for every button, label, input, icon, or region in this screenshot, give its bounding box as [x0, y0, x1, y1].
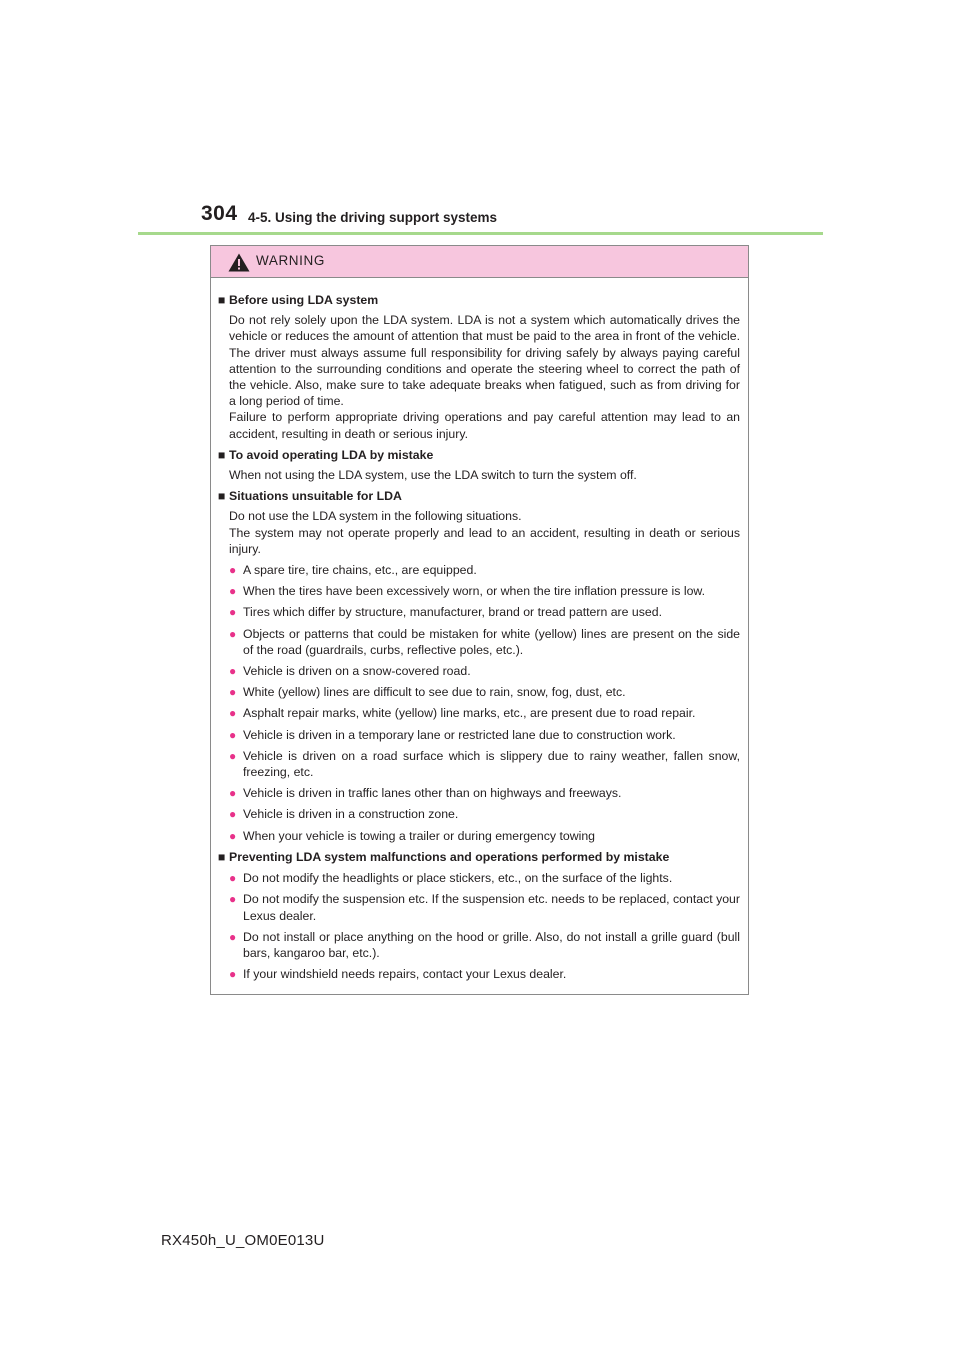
warning-header: [211, 246, 748, 278]
document-code: RX450h_U_OM0E013U: [161, 1232, 325, 1249]
warning-body: [211, 278, 748, 982]
section-heading-text: Preventing LDA system malfunctions and operations performed by mistake: [229, 849, 670, 864]
bullet-dot-icon: ●: [229, 563, 237, 578]
list-item: ● Vehicle is driven in traffic lanes other than on highways and freeways.: [229, 786, 622, 801]
paragraph: Do not rely solely upon the LDA system. LDA is not a system which automatically drives the vehicle or reduces the amount of attention that must be paid to the area in front of the vehicle. The driver must always assume full responsibility for driving safely by always paying careful attention to the surrounding conditions and operate the steering wheel to correct the path of the vehicle. Also, make sure to take adequate breaks when fatigued, such as from driving for a long period of time.: [229, 313, 740, 409]
bullet-dot-icon: ●: [229, 605, 237, 620]
warning-box: [210, 245, 749, 995]
section-heading: [218, 488, 740, 504]
bullet-dot-icon: ●: [229, 584, 237, 599]
list-item: ● When your vehicle is towing a trailer or during emergency towing: [229, 828, 595, 843]
bullet-dot-icon: ●: [229, 727, 237, 742]
bullet-dot-icon: ●: [229, 807, 237, 822]
paragraph: Do not use the LDA system in the following situations.: [229, 509, 522, 524]
list-item: ● A spare tire, tire chains, etc., are equipped.: [229, 563, 477, 578]
bullet-dot-icon: ●: [229, 748, 237, 763]
paragraph: Failure to perform appropriate driving operations and pay careful attention may lead to an accident, resulting in death or serious injury.: [229, 410, 740, 441]
page-header: [0, 0, 960, 240]
bullet-dot-icon: ●: [229, 892, 237, 907]
list-item: ● Do not modify the suspension etc. If the suspension etc. needs to be replaced, contact your Lexus dealer.: [229, 892, 740, 923]
list-item: ● Do not modify the headlights or place stickers, etc., on the surface of the lights.: [229, 871, 673, 886]
list-item: ● Vehicle is driven on a road surface which is slippery due to rainy weather, fallen snow, freezing, etc.: [229, 748, 740, 780]
section-heading: [218, 849, 740, 865]
bullet-dot-icon: ●: [229, 664, 237, 679]
list-item: ● Vehicle is driven on a snow-covered road.: [229, 664, 471, 679]
paragraph: When not using the LDA system, use the LDA switch to turn the system off.: [229, 468, 637, 483]
section-heading: [218, 447, 740, 463]
bullet-dot-icon: ●: [229, 929, 237, 944]
header-rule: [138, 232, 823, 235]
bullet-dot-icon: ●: [229, 786, 237, 801]
paragraph: The system may not operate properly and lead to an accident, resulting in death or serious injury.: [229, 525, 740, 556]
warning-section: [218, 447, 740, 483]
bullet-dot-icon: ●: [229, 828, 237, 843]
list-item: ● When the tires have been excessively worn, or when the tire inflation pressure is low.: [229, 584, 706, 599]
black-square-icon: ■: [218, 447, 226, 462]
list-item: ● Objects or patterns that could be mistaken for white (yellow) lines are present on the side of the road (guardrails, curbs, reflective poles, etc.).: [229, 626, 740, 657]
bullet-list: [218, 562, 740, 844]
list-item: ● White (yellow) lines are difficult to see due to rain, snow, fog, dust, etc.: [229, 685, 626, 700]
warning-section: [218, 488, 740, 844]
section-heading-text: Situations unsuitable for LDA: [229, 489, 402, 504]
warning-section: [218, 292, 740, 442]
black-square-icon: ■: [218, 489, 226, 504]
section-heading-text: Before using LDA system: [229, 293, 379, 307]
list-item: ● Vehicle is driven in a temporary lane or restricted lane due to construction work.: [229, 727, 676, 742]
list-item: ● Do not install or place anything on the hood or grille. Also, do not install a grille guard (bull bars, kangaroo bar, etc.).: [229, 929, 740, 960]
black-square-icon: ■: [218, 293, 226, 307]
list-item: ● Asphalt repair marks, white (yellow) line marks, etc., are present due to road repair.: [229, 706, 696, 721]
section-title: 4-5. Using the driving support systems: [248, 210, 498, 225]
bullet-list: [218, 870, 740, 982]
warning-label: WARNING: [256, 253, 325, 268]
list-item: ● Tires which differ by structure, manufacturer, brand or tread pattern are used.: [229, 605, 662, 620]
warning-triangle-icon: [228, 253, 250, 272]
list-item: ● If your windshield needs repairs, contact your Lexus dealer.: [229, 967, 567, 982]
bullet-dot-icon: ●: [229, 706, 237, 721]
bullet-dot-icon: ●: [229, 685, 237, 700]
section-heading: [218, 292, 740, 308]
list-item: ● Vehicle is driven in a construction zone.: [229, 807, 459, 822]
bullet-dot-icon: ●: [229, 967, 237, 982]
bullet-dot-icon: ●: [229, 871, 237, 886]
section-heading-text: To avoid operating LDA by mistake: [229, 447, 434, 462]
warning-section: [218, 849, 740, 982]
page-number: 304: [201, 202, 238, 225]
bullet-dot-icon: ●: [229, 626, 237, 641]
black-square-icon: ■: [218, 849, 226, 864]
